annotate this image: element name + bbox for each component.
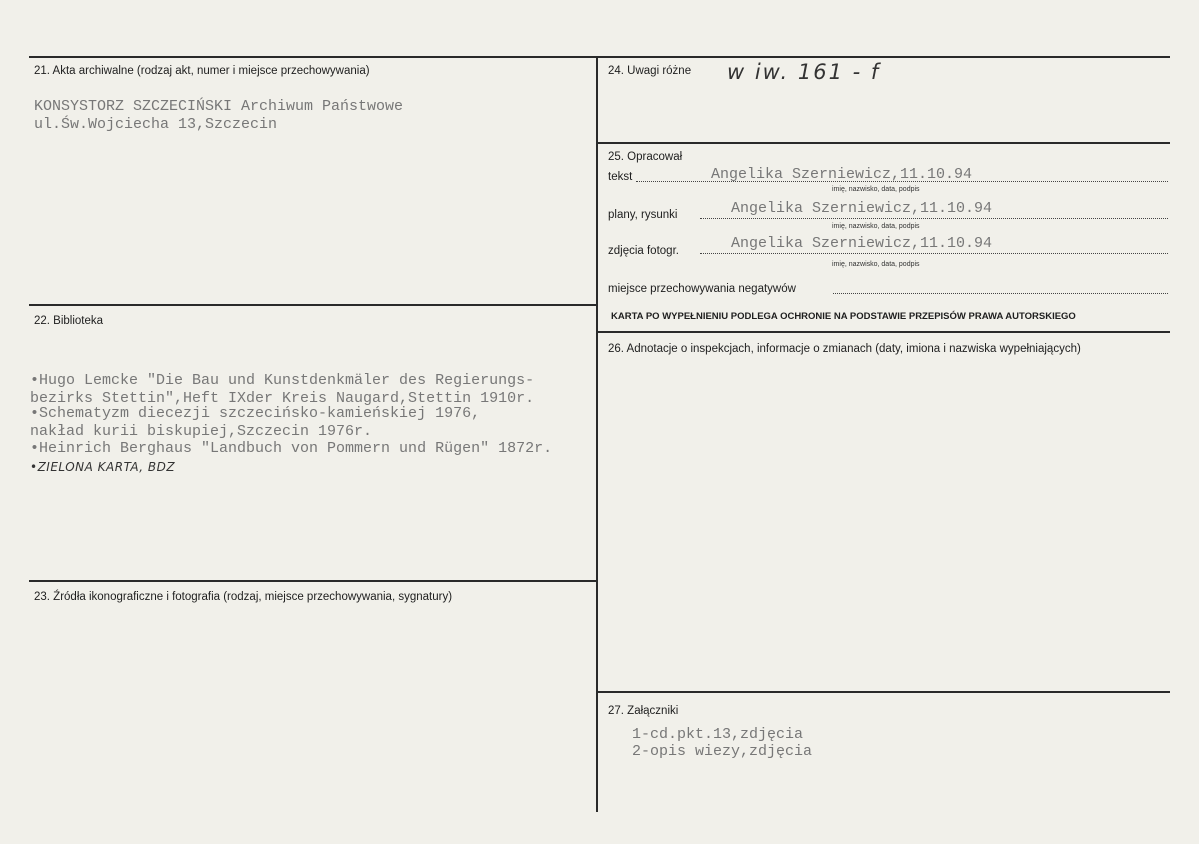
rule-26-27 bbox=[597, 691, 1170, 693]
bibliography-handwritten-note: •ZIELONA KARTA, BDZ bbox=[30, 460, 176, 474]
rule-22-23 bbox=[29, 580, 597, 582]
author-photos-value: Angelika Szerniewicz,11.10.94 bbox=[731, 235, 993, 252]
copyright-notice: KARTA PO WYPEŁNIENIU PODLEGA OCHRONIE NA PODSTAWIE PRZEPISÓW PRAWA AUTORSKIEGO bbox=[611, 311, 1076, 322]
author-text-value: Angelika Szerniewicz,11.10.94 bbox=[711, 166, 973, 183]
author-text-label: tekst bbox=[608, 171, 633, 183]
rule-24-25 bbox=[597, 142, 1170, 144]
center-divider bbox=[596, 56, 598, 812]
section-24-label: 24. Uwagi różne bbox=[608, 65, 692, 77]
section-25-label: 25. Opracował bbox=[608, 151, 683, 163]
section-26-label: 26. Adnotacje o inspekcjach, informacje o zmianach (daty, imiona i nazwiska wypełniających) bbox=[608, 343, 1081, 355]
rule-21-22 bbox=[29, 304, 597, 306]
bibliography-line-5: •Heinrich Berghaus "Landbuch von Pommern und Rügen" 1872r. bbox=[30, 440, 553, 457]
author-drawings-dotted-line bbox=[700, 218, 1168, 219]
attachment-line-1: 1-cd.pkt.13,zdjęcia bbox=[632, 726, 804, 743]
attachment-line-2: 2-opis wiezy,zdjęcia bbox=[632, 743, 813, 760]
section-24-handwritten-note: w iw. 161 - f bbox=[727, 60, 881, 84]
section-22-label: 22. Biblioteka bbox=[34, 315, 104, 327]
bibliography-line-3: •Schematyzm diecezji szczecińsko-kamieńskiej 1976, bbox=[30, 405, 481, 422]
bibliography-line-4: nakład kurii biskupiej,Szczecin 1976r. bbox=[30, 423, 373, 440]
author-drawings-caption: imię, nazwisko, data, podpis bbox=[832, 223, 920, 230]
author-photos-label: zdjęcia fotogr. bbox=[608, 245, 679, 257]
negatives-location-label: miejsce przechowywania negatywów bbox=[608, 283, 796, 295]
top-rule bbox=[29, 56, 1170, 58]
author-drawings-value: Angelika Szerniewicz,11.10.94 bbox=[731, 200, 993, 217]
section-21-label: 21. Akta archiwalne (rodzaj akt, numer i miejsce przechowywania) bbox=[34, 65, 370, 77]
section-21-line-2: ul.Św.Wojciecha 13,Szczecin bbox=[34, 116, 278, 133]
author-drawings-label: plany, rysunki bbox=[608, 209, 678, 221]
rule-25-26 bbox=[597, 331, 1170, 333]
author-photos-dotted-line bbox=[700, 253, 1168, 254]
negatives-location-dotted-line bbox=[833, 293, 1168, 294]
section-27-label: 27. Załączniki bbox=[608, 705, 679, 717]
section-23-label: 23. Źródła ikonograficzne i fotografia (rodzaj, miejsce przechowywania, sygnatury) bbox=[34, 591, 453, 603]
bibliography-line-2: bezirks Stettin",Heft IXder Kreis Naugard,Stettin 1910r. bbox=[30, 390, 535, 407]
bibliography-line-1: •Hugo Lemcke "Die Bau und Kunstdenkmäler des Regierungs- bbox=[30, 372, 535, 389]
author-photos-caption: imię, nazwisko, data, podpis bbox=[832, 261, 920, 268]
section-21-line-1: KONSYSTORZ SZCZECIŃSKI Archiwum Państwowe bbox=[34, 98, 404, 115]
author-text-caption: imię, nazwisko, data, podpis bbox=[832, 186, 920, 193]
